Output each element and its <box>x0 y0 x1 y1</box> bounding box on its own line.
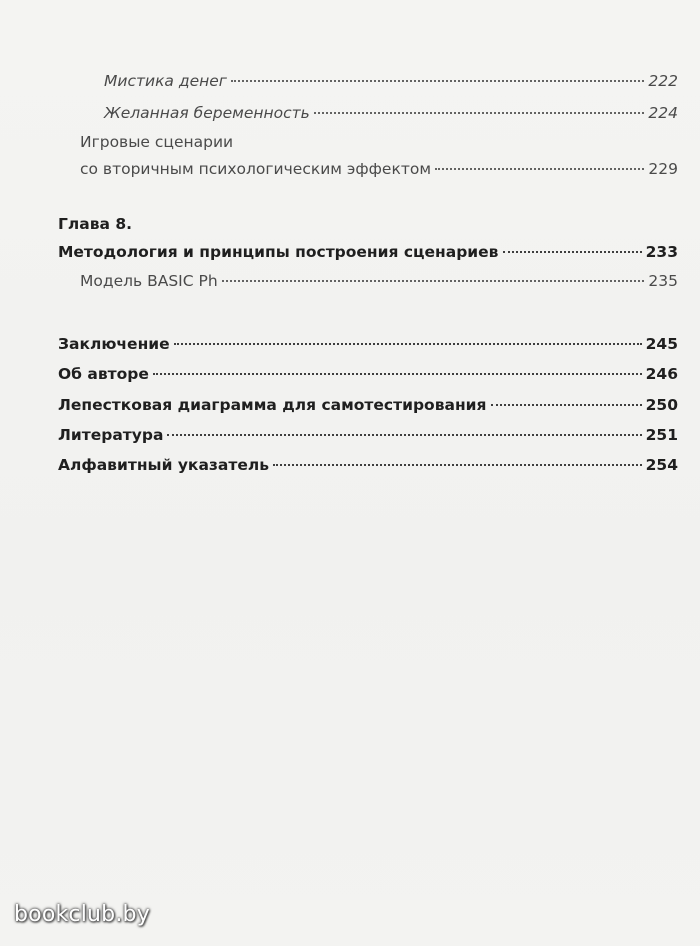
dot-leader <box>435 168 644 170</box>
dot-leader <box>503 251 642 253</box>
toc-entry-index <box>58 456 678 474</box>
toc-entry-basic-ph <box>80 272 678 290</box>
dot-leader <box>174 343 642 345</box>
toc-entry-desired-pregnancy <box>104 104 678 122</box>
toc-entry-title: Желанная беременность <box>104 104 310 122</box>
toc-entry-about-author <box>58 365 678 383</box>
dot-leader <box>153 373 642 375</box>
toc-entry-page: 245 <box>645 335 678 353</box>
toc-entry-title: Модель BASIC Ph <box>80 272 218 290</box>
toc-entry-page: 222 <box>648 72 678 90</box>
toc-entry-title: Методология и принципы построения сценариев <box>58 243 499 261</box>
toc-entry-page: 233 <box>645 243 678 261</box>
toc-entry-game-scenarios <box>80 160 678 178</box>
watermark-logo: bookclub.by <box>14 902 150 927</box>
toc-entry-title: Мистика денег <box>104 72 227 90</box>
toc-entry-page: 250 <box>645 396 678 414</box>
dot-leader <box>491 404 642 406</box>
toc-entry-literature <box>58 426 678 444</box>
dot-leader <box>273 464 642 466</box>
toc-entry-conclusion <box>58 335 678 353</box>
toc-entry-title: Заключение <box>58 335 170 353</box>
toc-entry-page: 224 <box>648 104 678 122</box>
toc-entry-game-scenarios-line1: Игровые сценарии <box>80 133 234 151</box>
toc-entry-title: со вторичным психологическим эффектом <box>80 160 432 178</box>
toc-entry-page: 251 <box>645 426 678 444</box>
toc-entry-page: 246 <box>645 365 678 383</box>
toc-entry-chapter8-title <box>58 243 678 261</box>
toc-entry-page: 229 <box>648 160 678 178</box>
toc-entry-title: Лепестковая диаграмма для самотестирования <box>58 396 487 414</box>
toc-entry-title: Алфавитный указатель <box>58 456 270 474</box>
toc-entry-money-mystique <box>104 72 678 90</box>
dot-leader <box>231 80 644 82</box>
dot-leader <box>314 112 645 114</box>
toc-entry-page: 254 <box>645 456 678 474</box>
chapter-heading: Глава 8. <box>58 215 133 233</box>
toc-entry-radar-chart <box>58 396 678 414</box>
toc-entry-title: Об авторе <box>58 365 149 383</box>
toc-entry-page: 235 <box>648 272 678 290</box>
dot-leader <box>222 280 645 282</box>
dot-leader <box>167 434 641 436</box>
toc-entry-title: Литература <box>58 426 164 444</box>
